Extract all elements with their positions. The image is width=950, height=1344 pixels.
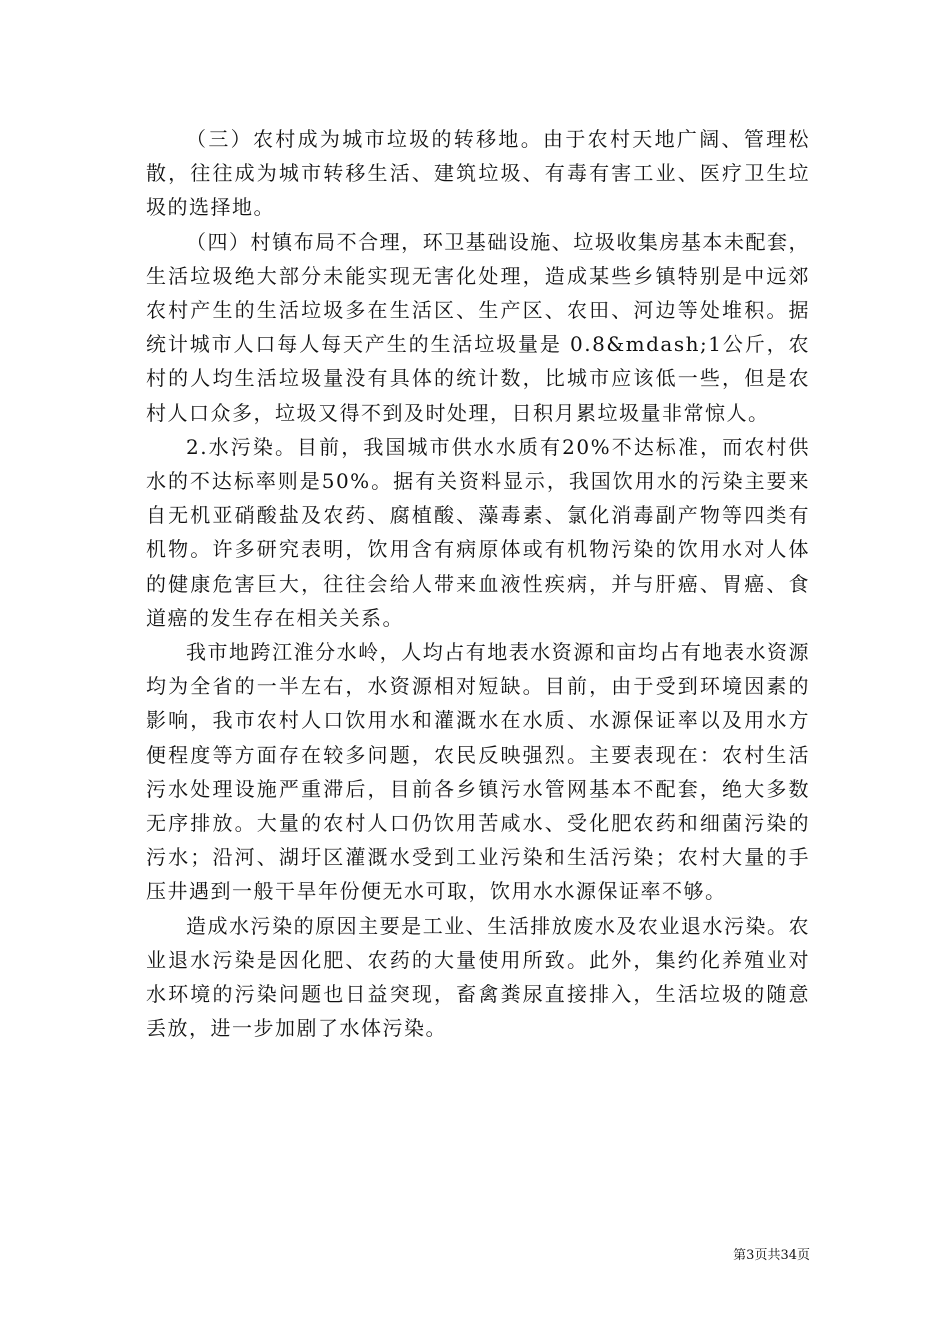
paragraph-pollution-causes: 造成水污染的原因主要是工业、生活排放废水及农业退水污染。农业退水污染是因化肥、农药的大量使用所致。此外，集约化养殖业对水环境的污染问题也日益突现，畜禽粪尿直接排入，生活垃圾的随意丢放，进一步加剧了水体污染。 [146, 913, 810, 1041]
paragraph-city-water-resources: 我市地跨江淮分水岭，人均占有地表水资源和亩均占有地表水资源均为全省的一半左右，水资源相对短缺。目前，由于受到环境因素的影响，我市农村人口饮用水和灌溉水在水质、水源保证率以及用水方便程度等方面存在较多问题，农民反映强烈。主要表现在：农村生活污水处理设施严重滞后，目前各乡镇污水管网基本不配套，绝大多数无序排放。大量的农村人口仍饮用苦咸水、受化肥农药和细菌污染的污水；沿河、湖圩区灌溉水受到工业污染和生活污染；农村大量的手压井遇到一般干旱年份便无水可取，饮用水水源保证率不够。 [146, 640, 810, 904]
page-number: 第3页共34页 [733, 1248, 810, 1263]
document-body [146, 122, 810, 1045]
paragraph-village-layout: （四）村镇布局不合理，环卫基础设施、垃圾收集房基本未配套，生活垃圾绝大部分未能实现无害化处理，造成某些乡镇特别是中远郊农村产生的生活垃圾多在生活区、生产区、农田、河边等处堆积。据统计城市人口每人每天产生的生活垃圾量是 0.8&mdash;1公斤，农村的人均生活垃圾量没有具体的统计数，比城市应该低一些，但是农村人口众多，垃圾又得不到及时处理，日积月累垃圾量非常惊人。 [146, 229, 810, 425]
paragraph-water-pollution: 2.水污染。目前，我国城市供水水质有20%不达标准，而农村供水的不达标率则是50%。据有关资料显示，我国饮用水的污染主要来自无机亚硝酸盐及农药、腐植酸、藻毒素、氯化消毒副产物等四类有机物。许多研究表明，饮用含有病原体或有机物污染的饮用水对人体的健康危害巨大，往往会给人带来血液性疾病，并与肝癌、胃癌、食道癌的发生存在相关关系。 [146, 434, 810, 630]
paragraph-rural-waste-transfer: （三）农村成为城市垃圾的转移地。由于农村天地广阔、管理松散，往往成为城市转移生活、建筑垃圾、有毒有害工业、医疗卫生垃圾的选择地。 [146, 127, 810, 220]
